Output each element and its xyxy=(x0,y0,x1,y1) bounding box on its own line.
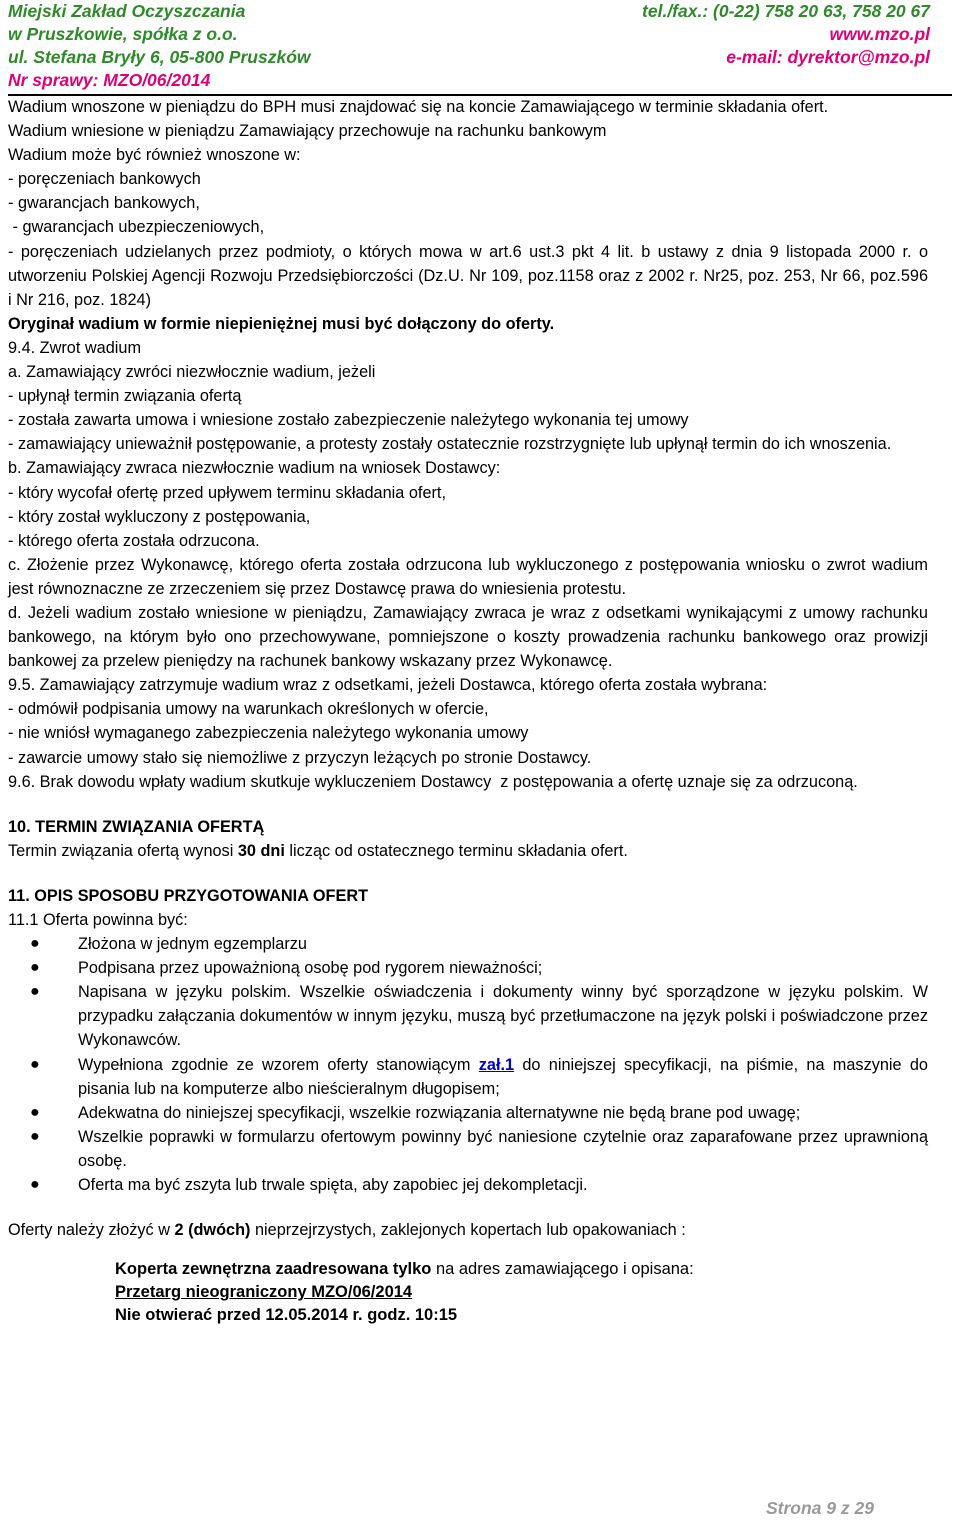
text: nieprzejrzystych, zaklejonych kopertach lub opakowaniach : xyxy=(250,1221,686,1240)
paragraph: - zawarcie umowy stało się niemożliwe z przyczyn leżących po stronie Dostawcy. xyxy=(8,748,592,767)
org-email[interactable]: e-mail: dyrektor@mzo.pl xyxy=(726,47,930,67)
paragraph: Wadium może być również wnoszone w: xyxy=(8,146,301,165)
bullet-list xyxy=(8,932,928,1197)
paragraph: a. Zamawiający zwróci niezwłocznie wadium, jeżeli xyxy=(8,363,376,382)
list-item-text: Złożona w jednym egzemplarzu xyxy=(78,935,307,954)
list-item-text: Napisana w języku polskim. Wszelkie oświadczenia i dokumenty winny być sporządzone w języku polskim. W przypadku załączania dokumentów w innym języku, muszą być przetłumaczone na język polski i poświadczone przez Wykonawców. xyxy=(78,983,928,1050)
envelope-tender: Przetarg nieograniczony MZO/06/2014 xyxy=(115,1283,413,1302)
bullet-icon: ● xyxy=(30,1055,40,1073)
text-bold: 30 dni xyxy=(237,841,285,860)
spacer xyxy=(8,1197,928,1218)
paragraph: - upłynął termin związania ofertą xyxy=(8,387,242,406)
paragraph xyxy=(8,1218,928,1242)
text: licząc od ostatecznego terminu składania ofert. xyxy=(284,841,628,860)
paragraph: - którego oferta została odrzucona. xyxy=(8,531,260,550)
list-item xyxy=(8,1101,928,1125)
text: Koperta zewnętrzna zaadresowana xyxy=(115,1260,393,1279)
bullet-icon: ● xyxy=(30,959,40,977)
subheading: 9.4. Zwrot wadium xyxy=(8,338,142,357)
text: Oferty należy złożyć w xyxy=(8,1221,175,1240)
paragraph: - który został wykluczony z postępowania, xyxy=(8,507,311,526)
bullet-icon: ● xyxy=(30,1103,40,1121)
paragraph: 9.6. Brak dowodu wpłaty wadium skutkuje wykluczeniem Dostawcy z postępowania a ofertę uznaje się za odrzuconą. xyxy=(8,772,858,791)
list-item-text: Wszelkie poprawki w formularzu ofertowym powinny być naniesione czytelnie oraz zaparafowane przez uprawnioną osobę. xyxy=(78,1127,928,1170)
bullet-icon: ● xyxy=(30,935,40,953)
paragraph: Wadium wnoszone w pieniądzu do BPH musi znajdować się na koncie Zamawiającego w terminie składania ofert. xyxy=(8,98,829,116)
document-body xyxy=(8,95,928,1327)
org-city: w Pruszkowie, spółka z o.o. xyxy=(8,24,238,44)
list-item xyxy=(8,980,928,1052)
document-header xyxy=(8,0,952,96)
list-item-text: Podpisana przez upoważnioną osobę pod rygorem nieważności; xyxy=(78,959,543,978)
paragraph xyxy=(8,839,928,863)
envelope-line xyxy=(115,1258,928,1281)
paragraph: - nie wniósł wymaganego zabezpieczenia należytego wykonania umowy xyxy=(8,724,529,743)
org-address: ul. Stefana Bryły 6, 05-800 Pruszków xyxy=(8,47,311,67)
envelope-label xyxy=(115,1258,928,1327)
attachment-link[interactable]: zał.1 xyxy=(478,1055,515,1074)
envelope-open-date: Nie otwierać przed 12.05.2014 r. godz. 10:15 xyxy=(115,1306,458,1325)
paragraph: c. Złożenie przez Wykonawcę, którego oferta została odrzucona lub wykluczonego z postępowania wniosku o zwrot wadium jest równoznaczne ze zrzeczeniem się przez Dostawcę prawa do wniesienia protestu. xyxy=(8,555,928,598)
list-item xyxy=(8,956,928,980)
spacer xyxy=(8,863,928,884)
case-number: Nr sprawy: MZO/06/2014 xyxy=(8,70,211,90)
list-item xyxy=(8,1173,928,1197)
list-item-text: Oferta ma być zszyta lub trwale spięta, aby zapobiec jej dekompletacji. xyxy=(78,1176,588,1195)
list-item-text: Adekwatna do niniejszej specyfikacji, wszelkie rozwiązania alternatywne nie będą brane pod uwagę; xyxy=(78,1103,801,1122)
bullet-icon: ● xyxy=(30,1127,40,1145)
paragraph: - poręczeniach bankowych xyxy=(8,170,201,189)
section-heading: 10. TERMIN ZWIĄZANIA OFERTĄ xyxy=(8,817,265,836)
spacer xyxy=(8,1242,928,1258)
paragraph: - poręczeniach udzielanych przez podmioty, o których mowa w art.6 ust.3 pkt 4 lit. b ustawy z dnia 9 listopada 2000 r. o utworzeniu Polskiej Agencji Rozwoju Przedsiębiorczości (Dz.U. Nr 109, poz.1158 oraz z 2002 r. Nr25, poz. 253, Nr 66, poz.596 i Nr 216, poz. 1824) xyxy=(8,242,928,309)
paragraph: Wadium wniesione w pieniądzu Zamawiający przechowuje na rachunku bankowym xyxy=(8,122,607,141)
paragraph: - gwarancjach bankowych, xyxy=(8,194,200,213)
paragraph-bold: Oryginał wadium w formie niepieniężnej musi być dołączony do oferty. xyxy=(8,314,555,333)
paragraph: - gwarancjach ubezpieczeniowych, xyxy=(8,218,265,237)
paragraph: - który wycofał ofertę przed upływem terminu składania ofert, xyxy=(8,483,446,502)
paragraph: 11.1 Oferta powinna być: xyxy=(8,911,188,929)
paragraph: - została zawarta umowa i wniesione zostało zabezpieczenie należytego wykonania tej umowy xyxy=(8,411,689,430)
list-item xyxy=(8,1053,928,1101)
paragraph: d. Jeżeli wadium zostało wniesione w pieniądzu, Zamawiający zwraca je wraz z odsetkami wynikającymi z umowy rachunku bankowego, na którym było ono przechowywane, pomniejszone o koszty prowadzenia rachunku bankowego oraz prowizji bankowej za przelew pieniędzy na rachunek bankowy wskazany przez Wykonawcę. xyxy=(8,603,928,671)
text-bold: 2 (dwóch) xyxy=(174,1221,251,1240)
paragraph: - odmówił podpisania umowy na warunkach określonych w ofercie, xyxy=(8,700,489,719)
list-item xyxy=(8,932,928,956)
section-heading: 11. OPIS SPOSOBU PRZYGOTOWANIA OFERT xyxy=(8,886,369,905)
list-item xyxy=(8,1125,928,1173)
text: Termin związania ofertą wynosi xyxy=(8,841,238,860)
bullet-icon: ● xyxy=(30,1176,40,1194)
paragraph: - zamawiający unieważnił postępowanie, a protesty zostały ostatecznie rozstrzygnięte lub upłynął termin do ich wnoszenia. xyxy=(8,435,892,454)
page-number: Strona 9 z 29 xyxy=(766,1498,874,1518)
paragraph: b. Zamawiający zwraca niezwłocznie wadium na wniosek Dostawcy: xyxy=(8,459,501,478)
text: tylko xyxy=(392,1260,432,1279)
list-item-text: Wypełniona zgodnie ze wzorem oferty stanowiącym xyxy=(78,1055,479,1074)
bullet-icon: ● xyxy=(30,983,40,1001)
org-website[interactable]: www.mzo.pl xyxy=(829,24,930,44)
text: na adres zamawiającego i opisana: xyxy=(431,1260,694,1279)
paragraph: 9.5. Zamawiający zatrzymuje wadium wraz z odsetkami, jeżeli Dostawca, którego oferta została wybrana: xyxy=(8,676,768,695)
org-name: Miejski Zakład Oczyszczania xyxy=(8,1,246,21)
list-item-text: do niniejszej specyfikacji, na piśmie, na maszynie do pisania lub na komputerze albo nieścieralnym długopisem; xyxy=(78,1055,928,1098)
spacer xyxy=(8,794,928,815)
org-phone: tel./fax.: (0-22) 758 20 63, 758 20 67 xyxy=(642,1,930,21)
